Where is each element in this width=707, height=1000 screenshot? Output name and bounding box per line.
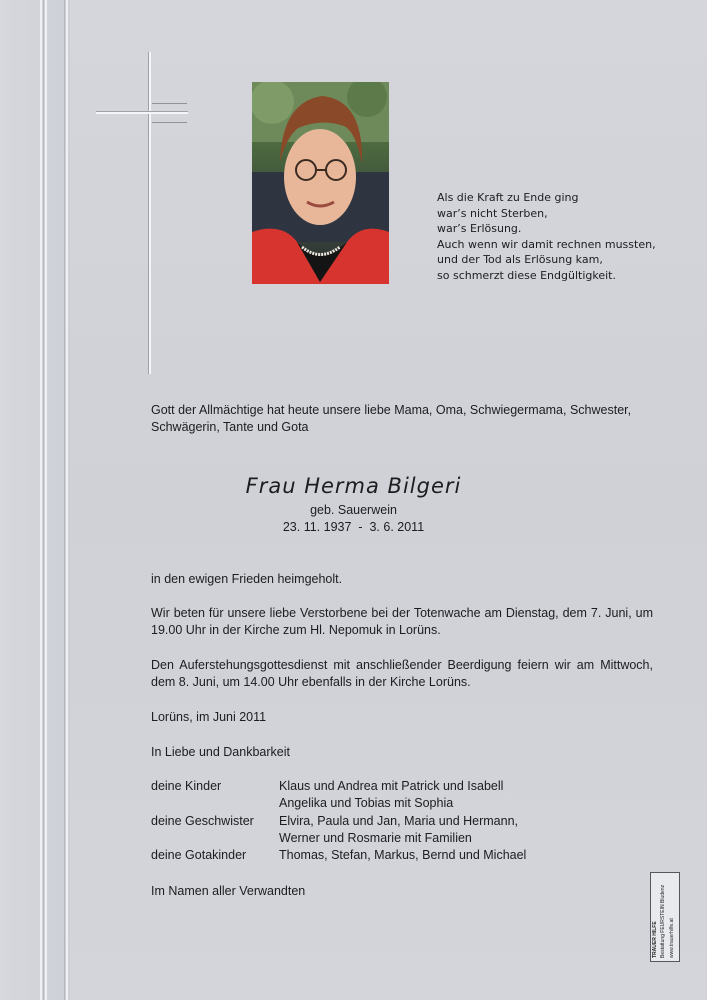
relatives-label: [151, 830, 279, 847]
closing-text: Im Namen aller Verwandten: [151, 884, 306, 898]
relatives-row: [151, 795, 526, 812]
poem-line: Auch wenn wir damit rechnen mussten,: [437, 237, 656, 251]
cross-accent-line: [152, 122, 187, 123]
relatives-names: Elvira, Paula und Jan, Maria und Hermann,: [279, 813, 519, 828]
portrait-photo: [252, 82, 389, 284]
poem-line: so schmerzt diese Endgültigkeit.: [437, 268, 616, 282]
relatives-label: deine Geschwister: [151, 813, 254, 828]
funeral-home-logo: [650, 872, 680, 972]
poem: [437, 190, 656, 284]
left-border-band: [0, 0, 70, 1000]
relatives-row: [151, 813, 526, 830]
logo-line: TRAUER HILFE: [652, 921, 658, 958]
poem-line: war’s Erlösung.: [437, 222, 522, 236]
relatives-row: [151, 778, 526, 795]
relatives-names: Thomas, Stefan, Markus, Bernd und Michael: [279, 848, 527, 863]
funeral-text: Den Auferstehungsgottesdienst mit anschließender Beerdigung feiern wir am Mittwoch, dem 8. Juni, um 14.00 Uhr ebenfalls in der Kirche Lorüns.: [151, 658, 653, 689]
intro-text: Gott der Allmächtige hat heute unsere liebe Mama, Oma, Schwiegermama, Schwester, Schwägerin, Tante und Gota: [151, 403, 632, 434]
life-dates: 23. 11. 1937 - 3. 6. 2011: [282, 520, 425, 534]
deceased-name: Frau Herma Bilgeri: [245, 474, 462, 498]
relatives-label: deine Gotakinder: [151, 848, 247, 863]
portrait-image: [252, 82, 389, 284]
border-line: [66, 0, 68, 1000]
cross-horizontal-bar: [96, 112, 188, 114]
relatives-row: [151, 830, 526, 847]
poem-line: Als die Kraft zu Ende ging: [437, 191, 579, 204]
border-line: [40, 0, 42, 1000]
peace-text: in den ewigen Frieden heimgeholt.: [151, 572, 343, 586]
logo-line: Bestattung FEURSTEIN Bludenz: [660, 884, 666, 958]
relatives-names: Klaus und Andrea mit Patrick und Isabell: [279, 779, 504, 793]
cross-vertical-bar: [149, 52, 151, 374]
poem-line: und der Tod als Erlösung kam,: [437, 253, 603, 267]
border-line: [43, 0, 44, 1000]
wake-text: Wir beten für unsere liebe Verstorbene bei der Totenwache am Dienstag, dem 7. Juni, um 19.00 Uhr in der Kirche zum Hl. Nepomuk in Lorüns.: [151, 606, 653, 637]
love-text: In Liebe und Dankbarkeit: [151, 745, 290, 759]
poem-line: war’s nicht Sterben,: [437, 206, 548, 220]
cross-accent-line: [152, 103, 187, 104]
relatives-list: [151, 778, 526, 864]
relatives-names: Angelika und Tobias mit Sophia: [279, 796, 454, 811]
born-name: geb. Sauerwein: [310, 503, 397, 517]
relatives-label: deine Kinder: [151, 779, 222, 793]
logo-line: www.trauerhilfe.at: [669, 918, 675, 958]
relatives-names: Werner und Rosmarie mit Familien: [279, 830, 472, 845]
border-line: [45, 0, 47, 1000]
relatives-row: [151, 847, 526, 864]
border-line: [64, 0, 65, 1000]
relatives-label: [151, 795, 279, 812]
place-date-text: Lorüns, im Juni 2011: [151, 710, 267, 724]
